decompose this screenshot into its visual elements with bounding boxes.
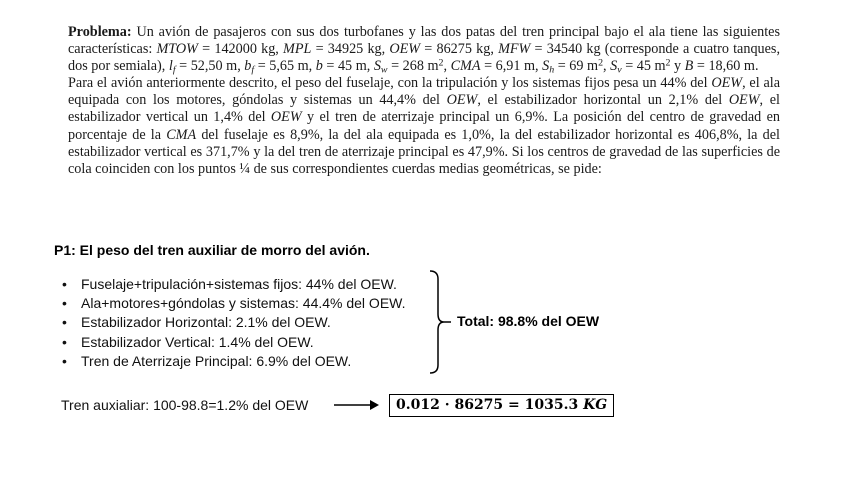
sw-symbol: S [373,58,381,75]
result-unit: KG [583,397,608,413]
lf-value: = 52,50 m, [175,58,245,75]
right-brace-icon [428,270,452,374]
sh-subscript: h [549,64,555,76]
p2-oew: OEW [711,75,743,92]
bf-value: = 5,65 m, [254,58,316,75]
tren-auxiliar-text: Tren auxialiar: 100-98.8=1.2% del OEW [61,397,309,413]
bb-value: = 18,60 m. [693,58,759,75]
mpl-label: MPL [283,41,312,58]
bb-label: B [684,58,694,75]
problem-label: Problema: [68,24,132,40]
separator: , [603,58,611,75]
cma-label: CMA [450,58,481,75]
p2-cma: CMA [166,126,197,143]
mpl-value: = 34925 kg, [311,41,390,58]
p1-heading: P1: El peso del tren auxiliar de morro del avión. [54,242,370,258]
list-item: • Ala+motores+góndolas y sistemas: 44.4% del OEW. [62,294,406,313]
oew-value: = 86275 kg, [420,41,499,58]
sh-value: = 69 m [554,58,599,75]
p2-text-e: y el tren de aterrizaje principal un 6,9%. La posición del centro de gravedad en porcentaje de la [68,109,780,143]
list-item: • Tren de Aterrizaje Principal: 6.9% del OEW. [62,352,406,371]
cma-value: = 6,91 m, [480,58,543,75]
result-expression: 0.012 · 86275 = 1035.3 [396,397,584,413]
p2-text-f: del fuselaje es 8,9%, la del ala equipada es 1,0%, la del estabilizador horizontal es 406,8%, la del estabilizador vertical es 371,7% y la del tren de aterrizaje principal es 47,9%. Si los centros de gravedad de las superficies de cola coinciden con los puntos ¼ de sus correspondientes cuerdas medias geométricas, se pide: [68,126,780,177]
sh-symbol: S [542,58,550,75]
bf-symbol: b [244,58,252,75]
problem-paragraph-1 [68,24,780,75]
list-item: • Fuselaje+tripulación+sistemas fijos: 44% del OEW. [62,275,406,294]
result-box [389,394,614,417]
sw-value: = 268 m [387,58,439,75]
p2-oew: OEW [728,92,760,109]
total-label: Total: 98.8% del OEW [457,313,600,329]
b-value: = 45 m, [322,58,374,75]
b-label: b [315,58,323,75]
right-arrow-icon [334,399,380,411]
bf-subscript: f [251,64,255,76]
mtow-value: = 142000 kg, [198,41,284,58]
p2-text-a: Para el avión anteriormente descrito, el peso del fuselaje, con la tripulación y los sistemas fijos pesa un 44% del [68,75,712,92]
weight-breakdown-list [62,275,406,371]
mfw-label: MFW [498,41,531,58]
p2-oew: OEW [270,109,302,126]
list-item: • Estabilizador Vertical: 1.4% del OEW. [62,333,406,352]
p2-oew: OEW [446,92,478,109]
sv-superscript: 2 [665,57,671,69]
sv-symbol: S [610,58,618,75]
list-item: • Estabilizador Horizontal: 2.1% del OEW. [62,313,406,332]
problem-statement [68,24,780,178]
oew-label: OEW [389,41,421,58]
sh-superscript: 2 [598,57,604,69]
problem-intro: Un avión de pasajeros con sus dos turbofanes y las dos patas del tren principal bajo el ala tiene las siguientes características: [68,24,780,58]
lf-symbol: l [168,58,173,75]
sw-subscript: w [380,64,388,76]
p2-text-b: , el ala equipada con los motores, góndolas y sistemas un 44,4% del [68,75,780,109]
lf-subscript: f [172,64,176,76]
p2-text-d: , el estabilizador vertical un 1,4% del [68,92,780,126]
separator: , [443,58,451,75]
p2-text-c: , el estabilizador horizontal un 2,1% del [477,92,729,109]
sw-superscript: 2 [438,57,444,69]
separator: y [670,58,685,75]
sv-subscript: v [617,64,622,76]
problem-paragraph-2 [68,75,780,178]
mtow-label: MTOW [156,41,198,58]
mfw-value: = 34540 kg (corresponde a cuatro tanques, dos por semiala), [68,41,781,75]
sv-value: = 45 m [621,58,666,75]
